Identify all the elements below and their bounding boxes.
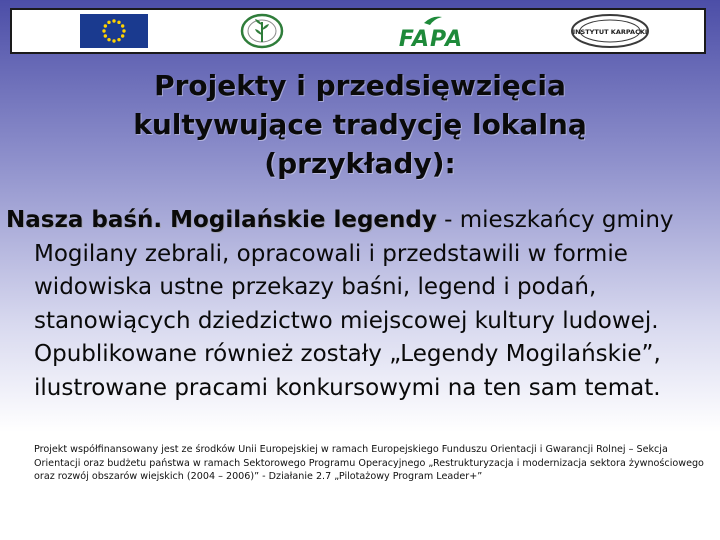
logo-bar bbox=[10, 8, 706, 54]
slide-title: Projekty i przedsięwzięcia kultywujące tradycję lokalną (przykłady): bbox=[133, 69, 587, 180]
project-description: - mieszkańcy gminy Mogilany zebrali, opracowali i przedstawili w formie widowiska ustne przekazy baśni, legend i podań, stanowiących dziedzictwo miejscowej kultury ludowej. Opublikowane również zostały „Legendy Mogilańskie”, ilustrowane pracami konkursowymi na ten sam temat. bbox=[34, 207, 674, 401]
eu-star-icon bbox=[121, 34, 124, 37]
eu-star-icon bbox=[121, 24, 124, 27]
eu-star-icon bbox=[104, 24, 107, 27]
eu-star-icon bbox=[112, 19, 115, 22]
eu-star-icon bbox=[117, 38, 120, 41]
eu-star-icon bbox=[107, 38, 110, 41]
eu-flag-logo bbox=[80, 14, 148, 48]
eu-star-icon bbox=[117, 21, 120, 24]
agriculture-emblem-logo bbox=[240, 13, 284, 49]
eu-star-icon bbox=[104, 34, 107, 37]
eu-star-icon bbox=[112, 39, 115, 42]
eu-star-icon bbox=[122, 29, 125, 32]
project-name: Nasza baśń. Mogilańskie legendy bbox=[6, 207, 437, 233]
fapa-logo bbox=[384, 13, 478, 49]
instytut-karpacki-logo bbox=[570, 13, 650, 49]
fapa-logo-text: FAPA bbox=[398, 27, 464, 49]
funding-footnote: Projekt współfinansowany jest ze środków Unii Europejskiej w ramach Europejskiego Funduszu Orientacji i Gwarancji Rolnej – Sekcja Orientacji oraz budżetu państwa w ramach Sektorowego Programu Operacyjnego „Restrukturyzacja i modernizacja sektora żywnościowego oraz rozwój obszarów wiejskich (2004 – 2006)” - Działanie 2.7 „Pilotażowy Program Leader+” bbox=[34, 444, 704, 482]
eu-star-icon bbox=[102, 29, 105, 32]
slide-body-paragraph bbox=[6, 204, 706, 405]
eu-star-icon bbox=[107, 21, 110, 24]
instytut-karpacki-text: INSTYTUT KARPACKI bbox=[572, 28, 648, 36]
